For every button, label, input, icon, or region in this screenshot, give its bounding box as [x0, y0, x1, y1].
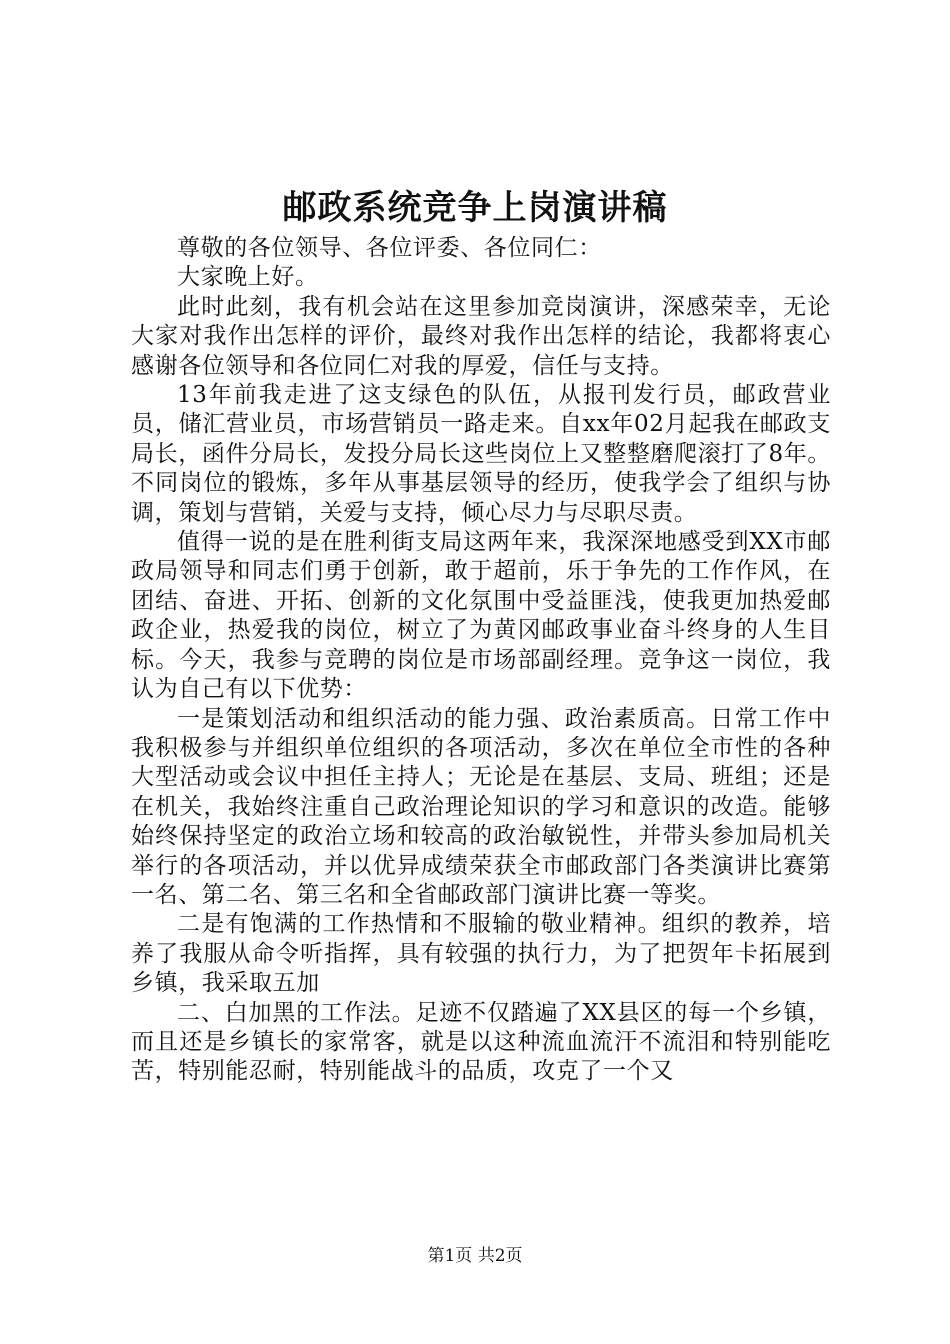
body-paragraph: 二是有饱满的工作热情和不服输的敬业精神。组织的教养，培养了我服从命令听指挥，具有较强的执行力，为了把贺年卡拓展到乡镇，我采取五加: [131, 911, 831, 997]
body-paragraph: 二、白加黑的工作法。足迹不仅踏遍了XX县区的每一个乡镇，而且还是乡镇长的家常客，就是以这种流血流汗不流泪和特别能吃苦，特别能忍耐，特别能战斗的品质，攻克了一个又: [131, 999, 831, 1085]
document-title: 邮政系统竞争上岗演讲稿: [282, 188, 668, 228]
body-paragraph: 此时此刻，我有机会站在这里参加竞岗演讲，深感荣幸，无论大家对我作出怎样的评价，最终对我作出怎样的结论，我都将衷心感谢各位领导和各位同仁对我的厚爱，信任与支持。: [131, 293, 831, 379]
body-paragraph: 一是策划活动和组织活动的能力强、政治素质高。日常工作中我积极参与并组织单位组织的各项活动，多次在单位全市性的各种大型活动或会议中担任主持人；无论是在基层、支局、班组；还是在机关，我始终注重自己政治理论知识的学习和意识的改造。能够始终保持坚定的政治立场和较高的政治敏锐性，并带头参加局机关举行的各项活动，并以优异成绩荣获全市邮政部门各类演讲比赛第一名、第二名、第三名和全省邮政部门演讲比赛一等奖。: [131, 705, 831, 908]
salutation-paragraph: 尊敬的各位领导、各位评委、各位同仁：: [177, 235, 602, 261]
greeting-paragraph: 大家晚上好。: [177, 264, 319, 291]
body-paragraph: 值得一说的是在胜利街支局这两年来，我深深地感受到XX市邮政局领导和同志们勇于创新，敢于超前，乐于争先的工作作风，在团结、奋进、开拓、创新的文化氛围中受益匪浅，使我更加热爱邮政企业，热爱我的岗位，树立了为黄冈邮政事业奋斗终身的人生目标。今天，我参与竞聘的岗位是市场部副经理。竞争这一岗位，我认为自己有以下优势：: [131, 529, 831, 703]
page-number-footer: 第1页 共2页: [427, 1246, 523, 1266]
document-body: [131, 234, 831, 1087]
body-paragraph: 13年前我走进了这支绿色的队伍，从报刊发行员，邮政营业员，储汇营业员，市场营销员一路走来。自xx年02月起我在邮政支局长，函件分局长，发投分局长这些岗位上又整整磨爬滚打了8年。不同岗位的锻炼，多年从事基层领导的经历，使我学会了组织与协调，策划与营销，关爱与支持，倾心尽力与尽职尽责。: [131, 382, 831, 526]
